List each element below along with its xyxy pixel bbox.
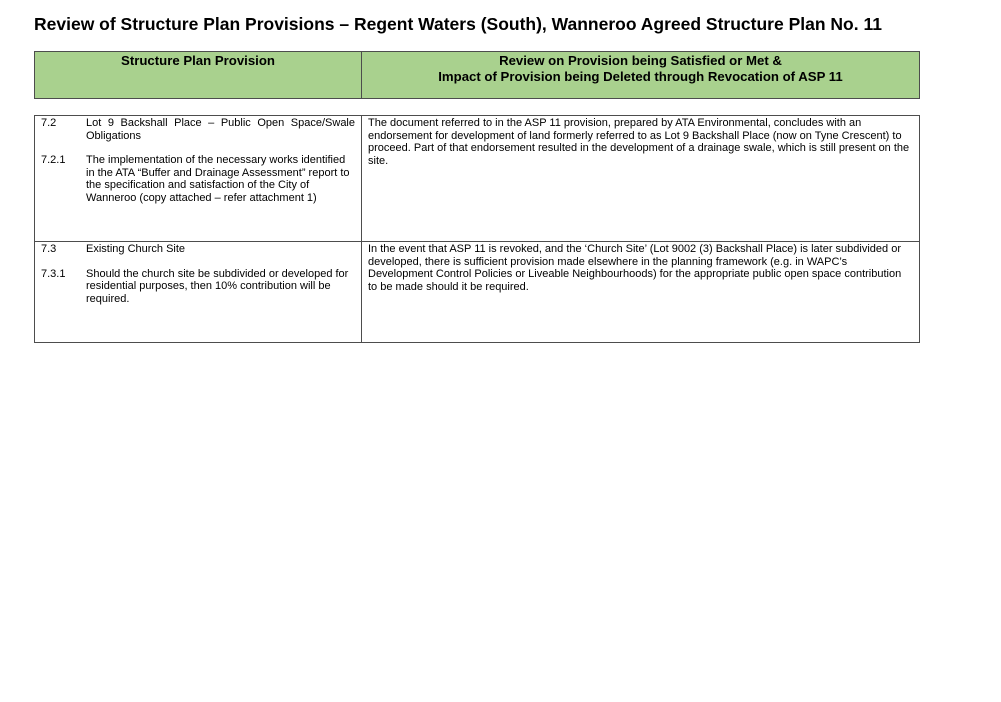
header-structure-plan-provision	[35, 52, 362, 98]
header-col1-label: Structure Plan Provision	[121, 53, 275, 68]
provision-item	[41, 268, 355, 306]
review-cell	[362, 242, 919, 342]
provision-text: The implementation of the necessary works identified in the ATA “Buffer and Drainage Assessment” report to the specification and satisfaction of the City of Wanneroo (copy attached – refer attachment 1)	[86, 154, 350, 204]
review-cell	[362, 116, 919, 241]
provision-number: 7.3.1	[41, 267, 66, 280]
provisions-table	[34, 115, 920, 343]
review-text: In the event that ASP 11 is revoked, and the ‘Church Site’ (Lot 9002 (3) Backshall Place) is later subdivided or developed, there is sufficient provision made elsewhere in the planning framework (e.g. in WAPC’s Development Control Policies or Liveable Neighbourhoods) for the appropriate public open space contribution to be made should it be required.	[368, 243, 902, 293]
provision-cell	[35, 116, 362, 241]
header-col2-line2: Impact of Provision being Deleted through Revocation of ASP 11	[438, 68, 843, 84]
provision-item	[41, 243, 355, 256]
table-header	[34, 51, 920, 99]
header-review	[362, 52, 919, 98]
document-title: Review of Structure Plan Provisions – Regent Waters (South), Wanneroo Agreed Structure Plan No. 11	[34, 14, 882, 34]
provision-number: 7.2.1	[41, 154, 66, 167]
table-row	[35, 116, 919, 242]
header-col2-line1: Review on Provision being Satisfied or Met &	[499, 53, 782, 68]
provision-item	[41, 154, 355, 204]
provision-text: Lot 9 Backshall Place – Public Open Space/Swale Obligations	[86, 117, 355, 142]
provision-text: Should the church site be subdivided or developed for residential purposes, then 10% contribution will be required.	[86, 267, 349, 305]
provision-number: 7.2	[41, 117, 57, 129]
provision-text: Existing Church Site	[86, 243, 186, 255]
provision-cell	[35, 242, 362, 342]
table-row	[35, 242, 919, 342]
review-text: The document referred to in the ASP 11 provision, prepared by ATA Environmental, concludes with an endorsement for development of land formerly referred to as Lot 9 Backshall Place (now on Tyne Crescent) to proceed. Part of that endorsement resulted in the development of a drainage swale, which is still present on the site.	[368, 117, 910, 167]
provision-item	[41, 117, 355, 142]
provision-number: 7.3	[41, 243, 57, 255]
